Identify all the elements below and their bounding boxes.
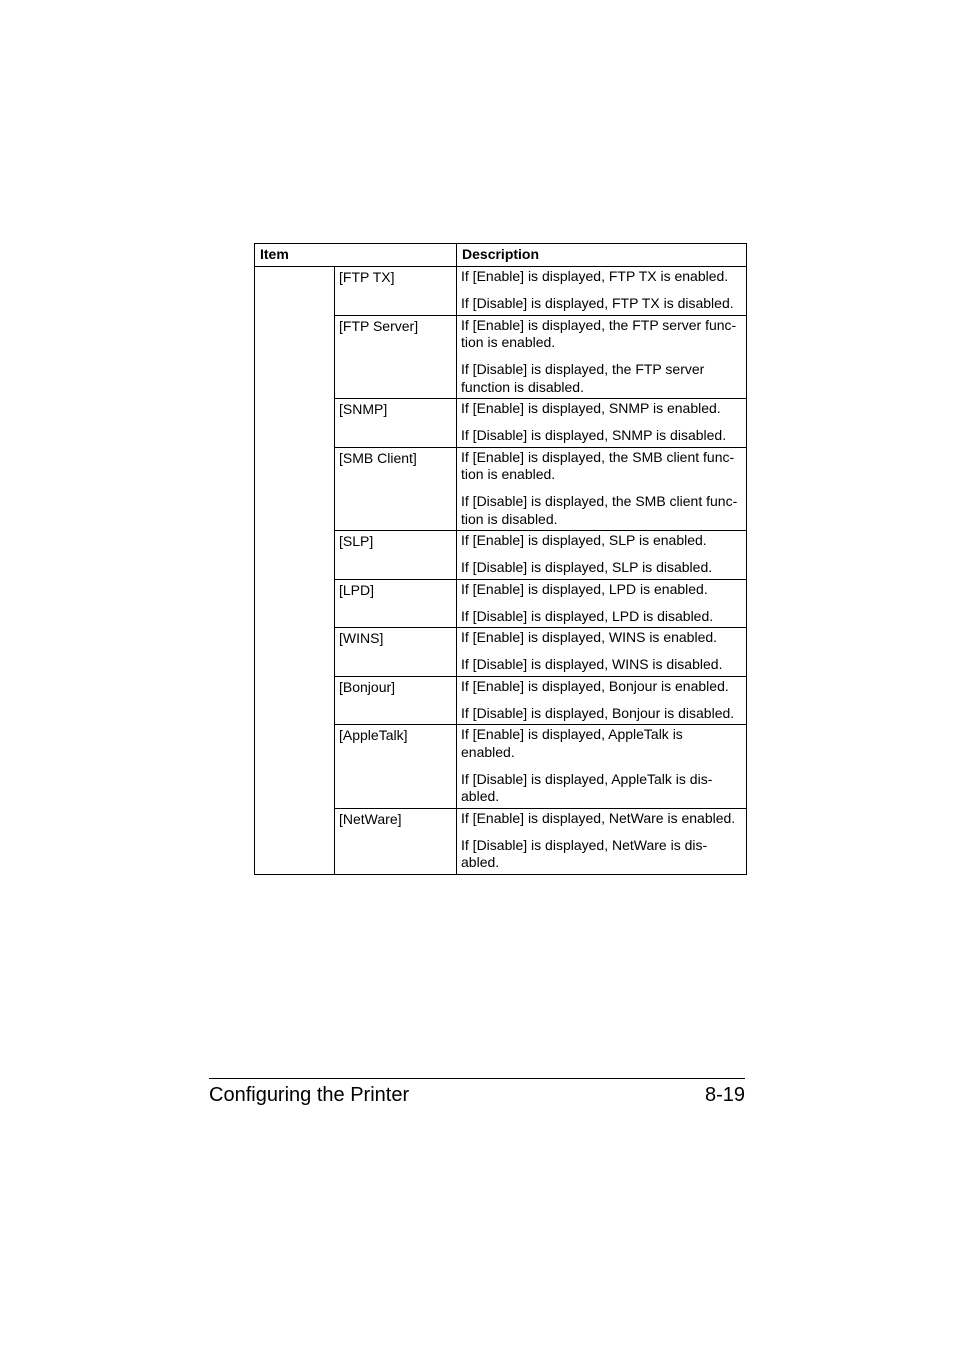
disable-description: If [Disable] is displayed, the FTP server function is disabled.: [461, 361, 705, 395]
item-name: [LPD]: [335, 579, 457, 628]
item-description: [457, 315, 747, 399]
disable-description: If [Disable] is displayed, FTP TX is disabled.: [461, 295, 734, 311]
item-name: [SLP]: [335, 531, 457, 580]
table-row: [255, 267, 747, 316]
item-name: [SNMP]: [335, 399, 457, 448]
item-name: [FTP TX]: [335, 267, 457, 316]
disable-description: If [Disable] is displayed, AppleTalk is dis- abled.: [461, 770, 713, 804]
item-name: [SMB Client]: [335, 447, 457, 531]
enable-description: If [Enable] is displayed, SNMP is enabled.: [461, 400, 721, 416]
item-description: [457, 399, 747, 448]
enable-description: If [Enable] is displayed, SLP is enabled.: [461, 532, 707, 548]
footer-section-title: Configuring the Printer: [209, 1084, 410, 1106]
footer-divider: [209, 1078, 745, 1079]
disable-description: If [Disable] is displayed, LPD is disabled.: [461, 607, 714, 624]
table-body: [255, 267, 747, 875]
enable-description: If [Enable] is displayed, the FTP server func- tion is enabled.: [461, 316, 737, 350]
item-name: [AppleTalk]: [335, 725, 457, 809]
enable-description: If [Enable] is displayed, the SMB client func- tion is enabled.: [461, 448, 735, 482]
disable-description: If [Disable] is displayed, SNMP is disabled.: [461, 427, 727, 443]
header-description: Description: [457, 244, 747, 267]
item-description: [457, 447, 747, 531]
disable-description: If [Disable] is displayed, Bonjour is disabled.: [461, 704, 735, 721]
enable-description: If [Enable] is displayed, Bonjour is enabled.: [461, 677, 729, 694]
item-name: [FTP Server]: [335, 315, 457, 399]
item-name: [Bonjour]: [335, 676, 457, 725]
table-header-row: [255, 244, 747, 267]
category-cell: [255, 267, 335, 875]
item-description: [457, 628, 747, 677]
settings-table: [254, 243, 747, 875]
item-description: [457, 676, 747, 725]
item-name: [WINS]: [335, 628, 457, 677]
item-description: [457, 267, 747, 316]
item-description: [457, 579, 747, 628]
item-description: [457, 531, 747, 580]
disable-description: If [Disable] is displayed, WINS is disabled.: [461, 656, 723, 672]
item-description: [457, 725, 747, 809]
enable-description: If [Enable] is displayed, WINS is enabled.: [461, 629, 718, 645]
enable-description: If [Enable] is displayed, NetWare is enabled.: [461, 809, 736, 826]
enable-description: If [Enable] is displayed, LPD is enabled.: [461, 580, 708, 597]
enable-description: If [Enable] is displayed, AppleTalk is enabled.: [461, 726, 683, 760]
disable-description: If [Disable] is displayed, the SMB client func- tion is disabled.: [461, 493, 738, 527]
disable-description: If [Disable] is displayed, NetWare is dis- abled.: [461, 836, 708, 870]
item-name: [NetWare]: [335, 808, 457, 874]
header-item: Item: [255, 244, 457, 267]
footer-page-number: 8-19: [704, 1084, 745, 1106]
enable-description: If [Enable] is displayed, FTP TX is enabled.: [461, 268, 729, 284]
disable-description: If [Disable] is displayed, SLP is disabled.: [461, 559, 713, 575]
item-description: [457, 808, 747, 874]
